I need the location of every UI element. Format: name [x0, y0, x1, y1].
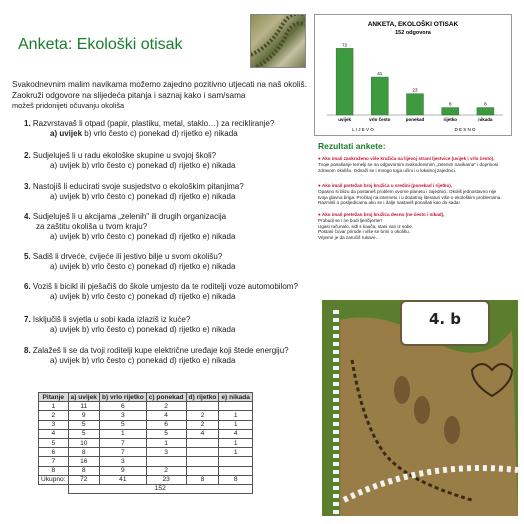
total-cell: 8 [186, 475, 219, 484]
table-cell: 1 [39, 402, 69, 411]
tire-track-photo [250, 14, 306, 68]
results-bar-chart [314, 14, 512, 136]
table-row [39, 411, 253, 420]
group-label-right: D E S N O [454, 127, 476, 132]
bar-2 [407, 94, 424, 115]
table-cell: 3 [99, 457, 146, 466]
table-header: a) uvijek [68, 393, 99, 402]
question-1: 1. Razvrstavaš li otpad (papir, plastiku, metal, staklo…) za recikliranje? a) uvijek b) vrlo često c) ponekad d) rijetko e) nikada [24, 119, 275, 138]
table-cell: 16 [68, 457, 99, 466]
table-header: b) vrlo rijetko [99, 393, 146, 402]
table-cell: 7 [99, 438, 146, 447]
table-cell: 10 [68, 438, 99, 447]
result-line: Ugasi računalo, siđi s kauča, stani van iz sobe. [318, 223, 414, 229]
intro-line-2: Zaokruži odgovore na slijedeća pitanja i saznaj kako i sam/sama [12, 90, 246, 100]
table-cell: 4 [219, 429, 253, 438]
table-grand-total-row [39, 484, 253, 493]
bar-value-label: 72 [342, 42, 348, 48]
answer-options: a) uvijek b) vrlo često c) ponekad d) rijetko e) nikada [50, 356, 236, 365]
question-text: Razvrstavaš li otpad (papir, plastiku, metal, staklo…) za recikliranje? [32, 119, 275, 128]
total-cell: 8 [219, 475, 253, 484]
table-cell: 4 [186, 429, 219, 438]
result-line: Opasno si blizu da postaneš problem ovome planetu i zajednici. Okoliš jednostavno nije [318, 188, 497, 194]
table-cell: 11 [68, 402, 99, 411]
bar-value-label: 41 [377, 71, 383, 77]
table-cell: 6 [99, 402, 146, 411]
table-cell: 2 [186, 420, 219, 429]
answer-options: a) uvijek b) vrlo često c) ponekad d) rijetko e) nikada [50, 325, 236, 334]
table-cell: 4 [146, 411, 186, 420]
question-text: Sudjeluješ li u akcijama „zelenih" ili drugih organizacija [32, 212, 227, 221]
table-cell: 1 [219, 420, 253, 429]
table-cell: 5 [39, 438, 69, 447]
question-3: 3. Nastojiš li educirati svoje susjedstvo o ekološkim pitanjima? a) uvijek b) vrlo često c) ponekad d) rijetko e) nikada [24, 182, 244, 201]
table-cell [146, 457, 186, 466]
total-cell: 41 [99, 475, 146, 484]
answer-options: a) uvijek b) vrlo često c) ponekad d) rijetko e) nikada [50, 232, 236, 241]
intro-line-1: Svakodnevnim malim navikama možemo zajedno pozitivno utjecati na naš okoliš. [12, 80, 307, 89]
result-block-1: ● Ako imaš zaokruženo više kružića na lijevoj strani ljestvice (uvijek i vrlo često), Tvoje ponašanje temelji se na odgovornim svakodnevnim „zelenim navikama" i doprinosi zdravom okolišu. Odvaži se i mnogo toga učini i u lokalnoj zajednici. [318, 156, 508, 173]
question-7: 7. Isključiš li svjetla u sobi kada izlaziš iz kuće? a) uvijek b) vrlo često c) ponekad d) rijetko e) nikada [24, 315, 236, 334]
group-label-left: L I J E V O [352, 127, 374, 132]
table-cell: 6 [146, 420, 186, 429]
question-text: Nastojiš li educirati svoje susjedstvo o ekološkim pitanjima? [32, 182, 244, 191]
results-title: Rezultati ankete: [318, 141, 386, 151]
table-cell [186, 466, 219, 475]
bar-value-label: 23 [412, 87, 418, 93]
result-heading: Ako imaš zaokruženo više kružića na lijevoj strani ljestvice (uvijek i vrlo često), [321, 156, 495, 161]
table-cell: 7 [39, 457, 69, 466]
table-cell [186, 457, 219, 466]
question-8: 8. Zalažeš li se da tvoji roditelji kupe električne uređaje koji štede energiju? a) uvijek b) vrlo često c) ponekad d) rijetko e) nikada [24, 346, 289, 365]
intro-line-3: možeš pridonijeti očuvanju okoliša [12, 101, 125, 110]
results-table [38, 392, 253, 494]
selected-answer: a) uvijek [50, 129, 83, 138]
answer-options: a) uvijek b) vrlo često c) ponekad d) rijetko e) nikada [50, 192, 236, 201]
table-row [39, 466, 253, 475]
table-cell [219, 457, 253, 466]
table-cell [219, 466, 253, 475]
bar-0 [336, 48, 353, 115]
table-header-row [39, 393, 253, 402]
bar-value-label: 8 [484, 101, 487, 107]
table-row [39, 420, 253, 429]
table-cell: 3 [146, 448, 186, 457]
table-cell: 8 [68, 466, 99, 475]
result-line: Probudi se i ne budi ljenčijerter! [318, 217, 383, 223]
question-text: Isključiš li svjetla u sobi kada izlaziš iz kuće? [32, 315, 191, 324]
table-cell: 2 [146, 402, 186, 411]
table-cell: 1 [219, 411, 253, 420]
result-heading: Ako imaš pretežan broj kružića desno (ne često i nikad), [321, 212, 445, 217]
chart-svg [315, 15, 511, 135]
grand-total: 152 [68, 484, 252, 493]
result-line: Tvoje ponašanje temelji se na odgovornim svakodnevnim „zelenim navikama" i doprinosi [318, 161, 499, 167]
category-label: ponekad [405, 117, 425, 122]
class-label-text: 4. b [428, 310, 462, 328]
question-text-cont: za zaštitu okoliša u tvom kraju? [36, 222, 148, 231]
table-cell: 1 [219, 448, 253, 457]
result-line: Razmisli o posljedicama ako se i dalje nastaviš ponašati kao do sada! [318, 200, 460, 206]
table-cell: 2 [186, 411, 219, 420]
table-row [39, 448, 253, 457]
table-cell: 3 [99, 411, 146, 420]
table-cell: 5 [68, 420, 99, 429]
table-cell: 2 [146, 466, 186, 475]
table-cell: 6 [39, 448, 69, 457]
category-label: rijetko [443, 117, 457, 122]
table-cell: 5 [99, 420, 146, 429]
result-line: zdravom okolišu. Odvaži se i mnogo toga učini i u lokalnoj zajednici. [318, 167, 457, 173]
table-cell: 1 [219, 438, 253, 447]
table-cell [186, 448, 219, 457]
intro-text [12, 80, 312, 112]
table-cell: 1 [146, 438, 186, 447]
question-5: 5. Sadiš li drveće, cvijeće ili jestivo bilje u svom okolišu? a) uvijek b) vrlo često c) ponekad d) rijetko e) nikada [24, 252, 236, 271]
table-cell [186, 438, 219, 447]
class-label [400, 300, 490, 346]
table-total-row [39, 475, 253, 484]
page-title: Anketa: Ekološki otisak [18, 36, 183, 53]
table-cell: 1 [99, 429, 146, 438]
table-cell: 4 [39, 429, 69, 438]
question-text: Sadiš li drveće, cvijeće ili jestivo bilje u svom okolišu? [32, 252, 223, 261]
question-text: Zalažeš li se da tvoji roditelji kupe električne uređaje koji štede energiju? [32, 346, 289, 355]
result-line: Vrijeme je da zaručiš rukave… [318, 235, 381, 241]
total-cell: 72 [68, 475, 99, 484]
answer-options: b) vrlo često c) ponekad d) rijetko e) nikada [82, 129, 238, 138]
question-2: 2. Sudjeluješ li u radu ekološke skupine u svojoj školi? a) uvijek b) vrlo često c) ponekad d) rijetko e) nikada [24, 151, 236, 170]
table-header: e) nikada [219, 393, 253, 402]
table-header: c) ponekad [146, 393, 186, 402]
category-label: vrlo često [369, 117, 391, 122]
bar-1 [371, 77, 388, 115]
total-cell: 23 [146, 475, 186, 484]
table-cell: 5 [146, 429, 186, 438]
table-cell: 8 [39, 466, 69, 475]
question-text: Voziš li bicikl ili pješačiš do škole umjesto da te roditelji voze automobilom? [32, 282, 298, 291]
answer-options: a) uvijek b) vrlo često c) ponekad d) rijetko e) nikada [50, 292, 236, 301]
table-cell: 9 [99, 466, 146, 475]
total-label: Ukupno: [39, 475, 69, 484]
table-row [39, 438, 253, 447]
table-cell [186, 402, 219, 411]
bar-4 [477, 108, 494, 115]
answer-options: a) uvijek b) vrlo često c) ponekad d) rijetko e) nikada [50, 161, 236, 170]
bar-3 [442, 108, 459, 115]
table-cell: 8 [68, 448, 99, 457]
table-cell: 9 [68, 411, 99, 420]
result-heading: Ako imaš pretežan broj kružića u sredini (ponekad i rijetko), [321, 183, 453, 188]
question-6: 6. Voziš li bicikl ili pješačiš do škole umjesto da te roditelji voze automobilom? a) uvijek b) vrlo često c) ponekad d) rijetko e) nikada [24, 282, 298, 301]
table-row [39, 457, 253, 466]
result-line: Postani čuvar prirode i više se brini o okolišu. [318, 229, 410, 235]
result-block-3: ● Ako imaš pretežan broj kružića desno (ne često i nikad), Probudi se i ne budi ljenčijerter! Ugasi računalo, siđi s kauča, stani van iz sobe. Postani čuvar prirode i više se brini o okolišu. Vrijeme je da zaručiš rukave… [318, 212, 508, 241]
result-line: tvoja glavna briga. Pročitaj na internetu i u dodatnoj literaturi više o ekološkim problemima. [318, 194, 502, 200]
table-cell: 2 [39, 411, 69, 420]
table-header: Pitanje [39, 393, 69, 402]
chart-title: ANKETA, EKOLOŠKI OTISAK [367, 21, 459, 28]
empty-cell [39, 484, 69, 493]
table-row [39, 402, 253, 411]
category-label: nikada [478, 117, 493, 122]
table-cell: 7 [99, 448, 146, 457]
table-cell: 5 [68, 429, 99, 438]
chart-subtitle: 152 odgovora [395, 30, 431, 36]
category-label: uvijek [338, 117, 351, 122]
table-cell [219, 402, 253, 411]
question-4: 4. Sudjeluješ li u akcijama „zelenih" ili drugih organizacija za zaštitu okoliša u tvom kraju? a) uvijek b) vrlo često c) ponekad d) rijetko e) nikada [24, 212, 319, 242]
table-cell: 3 [39, 420, 69, 429]
answer-options: a) uvijek b) vrlo često c) ponekad d) rijetko e) nikada [50, 262, 236, 271]
table-header: d) rijetko [186, 393, 219, 402]
question-text: Sudjeluješ li u radu ekološke skupine u svojoj školi? [32, 151, 217, 160]
result-block-2: ● Ako imaš pretežan broj kružića u sredini (ponekad i rijetko), Opasno si blizu da postaneš problem ovome planetu i zajednici. Okoliš jednostavno nije tvoja glavna briga. Pročitaj na internetu i u dodatnoj literaturi više o ekološkim problemima. Razmisli o posljedicama ako se i dalje nastaviš ponašati kao do sada! [318, 183, 508, 206]
bar-value-label: 8 [448, 101, 452, 107]
table-row [39, 429, 253, 438]
